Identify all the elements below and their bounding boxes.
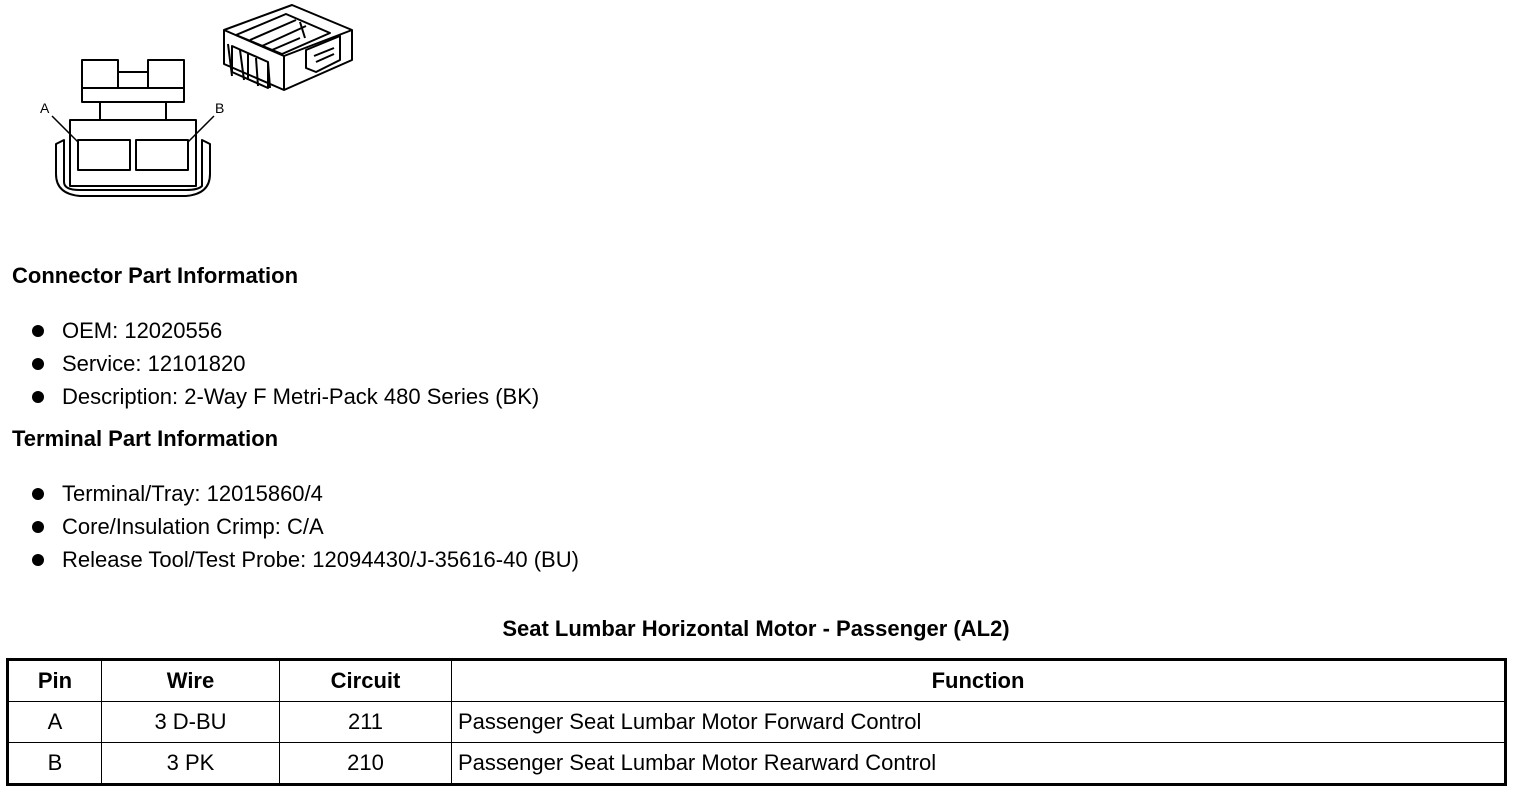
table-header-row: [8, 660, 1506, 702]
table-row: [8, 702, 1506, 743]
list-item: Description: 2-Way F Metri-Pack 480 Series (BK): [32, 380, 539, 413]
connector-part-info-heading: Connector Part Information: [12, 263, 299, 288]
pin-label-b: B: [215, 100, 225, 116]
header-function: Function: [452, 660, 1506, 702]
cell-wire: 3 D-BU: [102, 702, 280, 743]
table-row: [8, 743, 1506, 785]
connector-part-info-list: [32, 314, 539, 413]
list-item: Terminal/Tray: 12015860/4: [32, 477, 579, 510]
terminal-part-info-list: [32, 477, 579, 576]
pin-label-a: A: [40, 100, 50, 116]
cell-pin: A: [8, 702, 102, 743]
header-circuit: Circuit: [280, 660, 452, 702]
connector-isometric-view: [224, 5, 352, 90]
cell-pin: B: [8, 743, 102, 785]
pin-table: [6, 658, 1507, 786]
cell-circuit: 210: [280, 743, 452, 785]
cell-wire: 3 PK: [102, 743, 280, 785]
cell-function: Passenger Seat Lumbar Motor Rearward Control: [452, 743, 1506, 785]
header-wire: Wire: [102, 660, 280, 702]
cell-circuit: 211: [280, 702, 452, 743]
list-item: Service: 12101820: [32, 347, 539, 380]
connector-illustration: [0, 0, 400, 215]
list-item: Core/Insulation Crimp: C/A: [32, 510, 579, 543]
connector-front-view: [52, 60, 214, 196]
list-item: Release Tool/Test Probe: 12094430/J-35616-40 (BU): [32, 543, 579, 576]
cell-function: Passenger Seat Lumbar Motor Forward Control: [452, 702, 1506, 743]
list-item: OEM: 12020556: [32, 314, 539, 347]
terminal-part-info-heading: Terminal Part Information: [12, 426, 279, 451]
header-pin: Pin: [8, 660, 102, 702]
pin-table-title: Seat Lumbar Horizontal Motor - Passenger (AL2): [502, 616, 1010, 641]
